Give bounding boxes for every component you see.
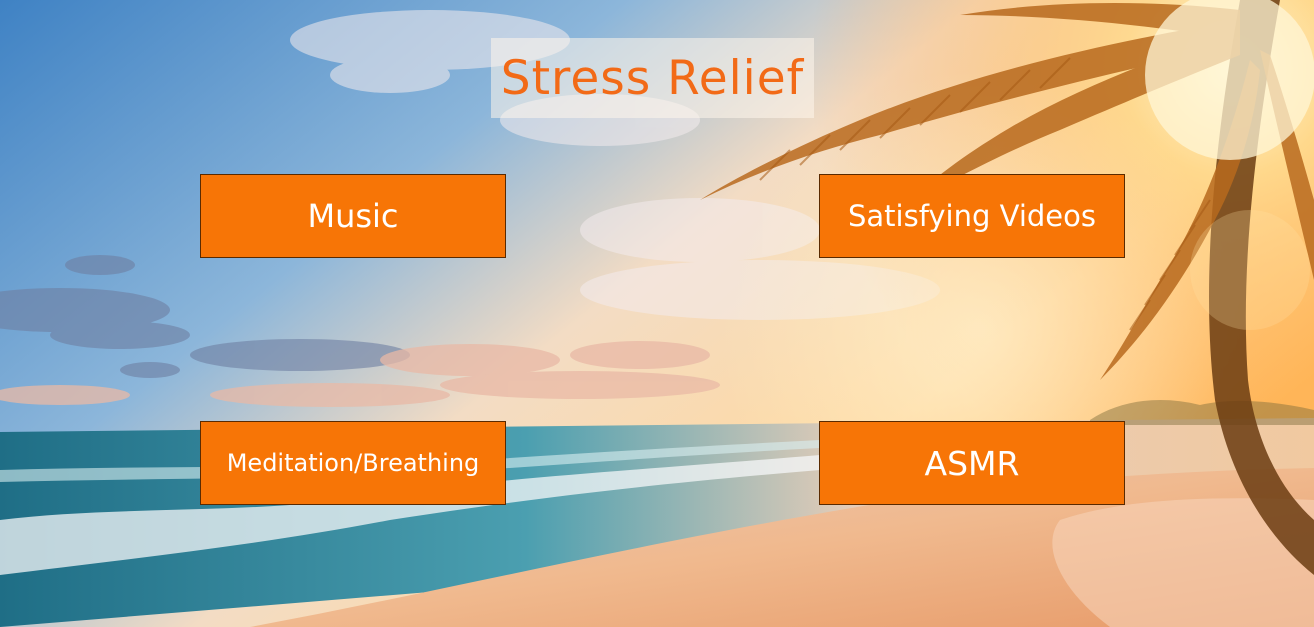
satisfying-videos-button[interactable]: Satisfying Videos [819,174,1125,258]
title-banner [491,38,814,118]
music-button[interactable]: Music [200,174,506,258]
meditation-breathing-button[interactable]: Meditation/Breathing [200,421,506,505]
asmr-button[interactable]: ASMR [819,421,1125,505]
page-title: Stress Relief [500,50,805,106]
